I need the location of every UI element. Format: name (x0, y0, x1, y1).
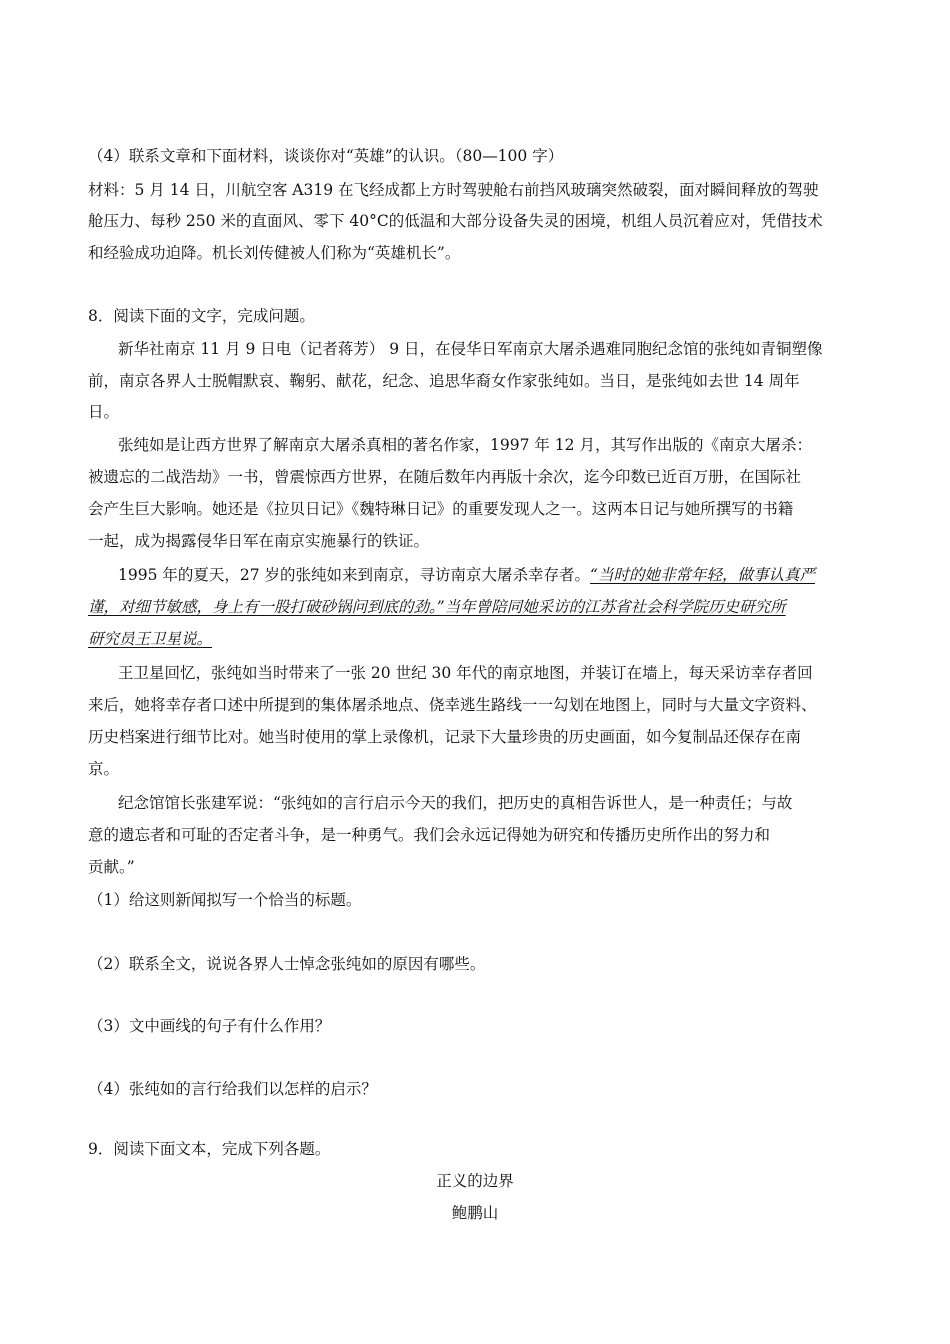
q8-question-4: （4）张纯如的言行给我们以怎样的启示？ (88, 1080, 377, 1098)
q7-material-line-2: 舱压力、每秒 250 米的直面风、零下 40°C的低温和大部分设备失灵的困境，机组人员沉着应对，凭借技术 (88, 212, 823, 230)
q8-p2-line-4: 一起，成为揭露侵华日军在南京实施暴行的铁证。 (88, 532, 430, 550)
underlined-sentence-line-3: 研究员王卫星说。 (88, 630, 213, 648)
q8-p3-line-1 (118, 565, 815, 585)
q9-article-author: 鲍鹏山 (451, 1204, 499, 1222)
q8-p3-plain-text: 1995 年的夏天，27 岁的张纯如来到南京，寻访南京大屠杀幸存者。 (118, 566, 591, 584)
q8-question-3: （3）文中画线的句子有什么作用？ (88, 1017, 331, 1035)
q8-p5-line-1: 纪念馆馆长张建军说：“张纯如的言行启示今天的我们，把历史的真相告诉世人，是一种责任；与故 (118, 794, 793, 812)
q9-heading: 9．阅读下面文本，完成下列各题。 (88, 1140, 331, 1158)
q8-p5-line-2: 意的遗忘者和可耻的否定者斗争，是一种勇气。我们会永远记得她为研究和传播历史所作出的努力和 (88, 826, 771, 844)
underlined-sentence-line-2: 谨，对细节敏感，身上有一股打破砂锅问到底的劲。”当年曾陪同她采访的江苏省社会科学院历史研究所 (88, 598, 786, 616)
q7-item-4: （4）联系文章和下面材料，谈谈你对“英雄”的认识。（80—100 字） (88, 147, 564, 165)
q8-p1-line-1: 新华社南京 11 月 9 日电（记者蒋芳） 9 日，在侵华日军南京大屠杀遇难同胞纪念馆的张纯如青铜塑像 (118, 340, 823, 358)
q8-question-2: （2）联系全文，说说各界人士悼念张纯如的原因有哪些。 (88, 955, 486, 973)
q8-p2-line-2: 被遗忘的二战浩劫》一书，曾震惊西方世界，在随后数年内再版十余次，迄今印数已近百万册，在国际社 (88, 468, 802, 486)
q8-p4-line-1: 王卫星回忆，张纯如当时带来了一张 20 世纪 30 年代的南京地图，并装订在墙上，每天采访幸存者回 (118, 664, 813, 682)
q8-p4-line-3: 历史档案进行细节比对。她当时使用的掌上录像机，记录下大量珍贵的历史画面，如今复制品还保存在南 (88, 728, 802, 746)
underlined-sentence: “当时的她非常年轻，做事认真严 (590, 566, 815, 584)
q8-heading: 8．阅读下面的文字，完成问题。 (88, 307, 315, 325)
q8-p1-line-2: 前，南京各界人士脱帽默哀、鞠躬、献花，纪念、追思华裔女作家张纯如。当日，是张纯如去世 14 周年 (88, 372, 800, 390)
q8-question-1: （1）给这则新闻拟写一个恰当的标题。 (88, 891, 362, 909)
q8-p4-line-4: 京。 (88, 760, 120, 778)
q8-p4-line-2: 来后，她将幸存者口述中所提到的集体屠杀地点、侥幸逃生路线一一勾划在地图上，同时与大量文字资料、 (88, 696, 817, 714)
q8-p5-line-3: 贡献。” (88, 858, 135, 876)
q7-material-line-1: 材料：5 月 14 日，川航空客 A319 在飞经成都上方时驾驶舱右前挡风玻璃突然破裂，面对瞬间释放的驾驶 (88, 181, 819, 199)
q8-p1-line-3: 日。 (88, 403, 120, 421)
q9-article-title: 正义的边界 (436, 1172, 514, 1190)
q8-p2-line-3: 会产生巨大影响。她还是《拉贝日记》《魏特琳日记》的重要发现人之一。这两本日记与她所撰写的书籍 (88, 500, 794, 518)
q8-p2-line-1: 张纯如是让西方世界了解南京大屠杀真相的著名作家，1997 年 12 月，其写作出版的《南京大屠杀： (118, 436, 812, 454)
q7-material-line-3: 和经验成功迫降。机长刘传健被人们称为“英雄机长”。 (88, 244, 461, 262)
